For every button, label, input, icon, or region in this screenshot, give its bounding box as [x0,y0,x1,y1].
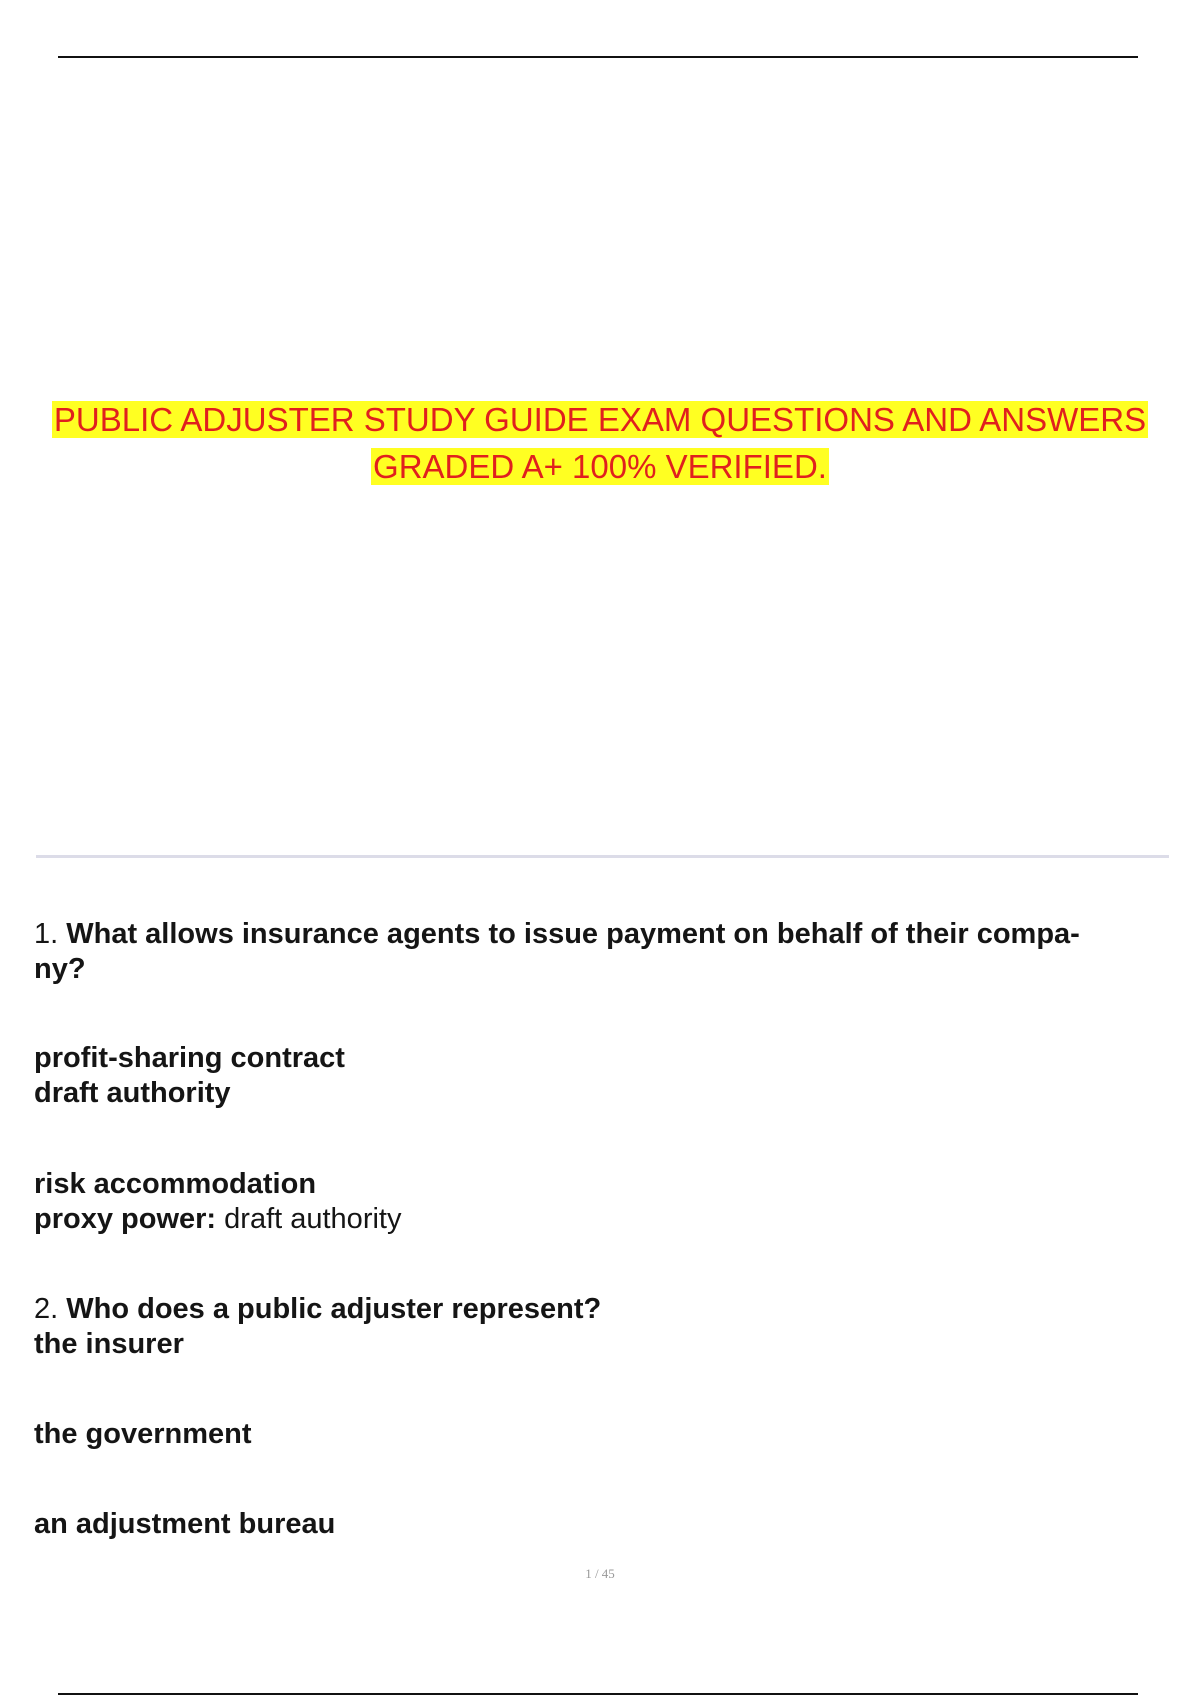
option-item: draft authority [34,1077,231,1109]
document-title [0,396,1200,490]
question-1 [34,917,1164,987]
option-item: an adjustment bureau [34,1508,336,1540]
title-line-2: GRADED A+ 100% VERIFIED. [373,448,827,485]
question-2-option [34,1417,1164,1452]
title-line-1: PUBLIC ADJUSTER STUDY GUIDE EXAM QUESTIONS AND ANSWERS [53,401,1147,438]
bottom-rule [58,1693,1138,1695]
section-divider [36,855,1169,858]
question-text: Who does a public adjuster represent? [66,1293,602,1325]
question-1-options-a [34,1041,1164,1111]
question-2 [34,1292,1164,1362]
option-item: the government [34,1418,252,1450]
question-text: What allows insurance agents to issue payment on behalf of their compa- [66,918,1080,950]
question-1-options-b [34,1167,1164,1237]
question-number: 2. [34,1293,59,1325]
option-label: proxy power: [34,1203,217,1235]
top-rule [58,56,1138,58]
question-text-continued: ny? [34,953,86,985]
option-item-with-answer [34,1202,1164,1237]
page-indicator: 1 / 45 [585,1566,615,1581]
option-item: profit-sharing contract [34,1042,345,1074]
option-item: risk accommodation [34,1168,317,1200]
question-number: 1. [34,918,59,950]
option-item: the insurer [34,1328,184,1360]
question-2-option [34,1507,1164,1542]
answer-text: draft authority [224,1203,402,1235]
